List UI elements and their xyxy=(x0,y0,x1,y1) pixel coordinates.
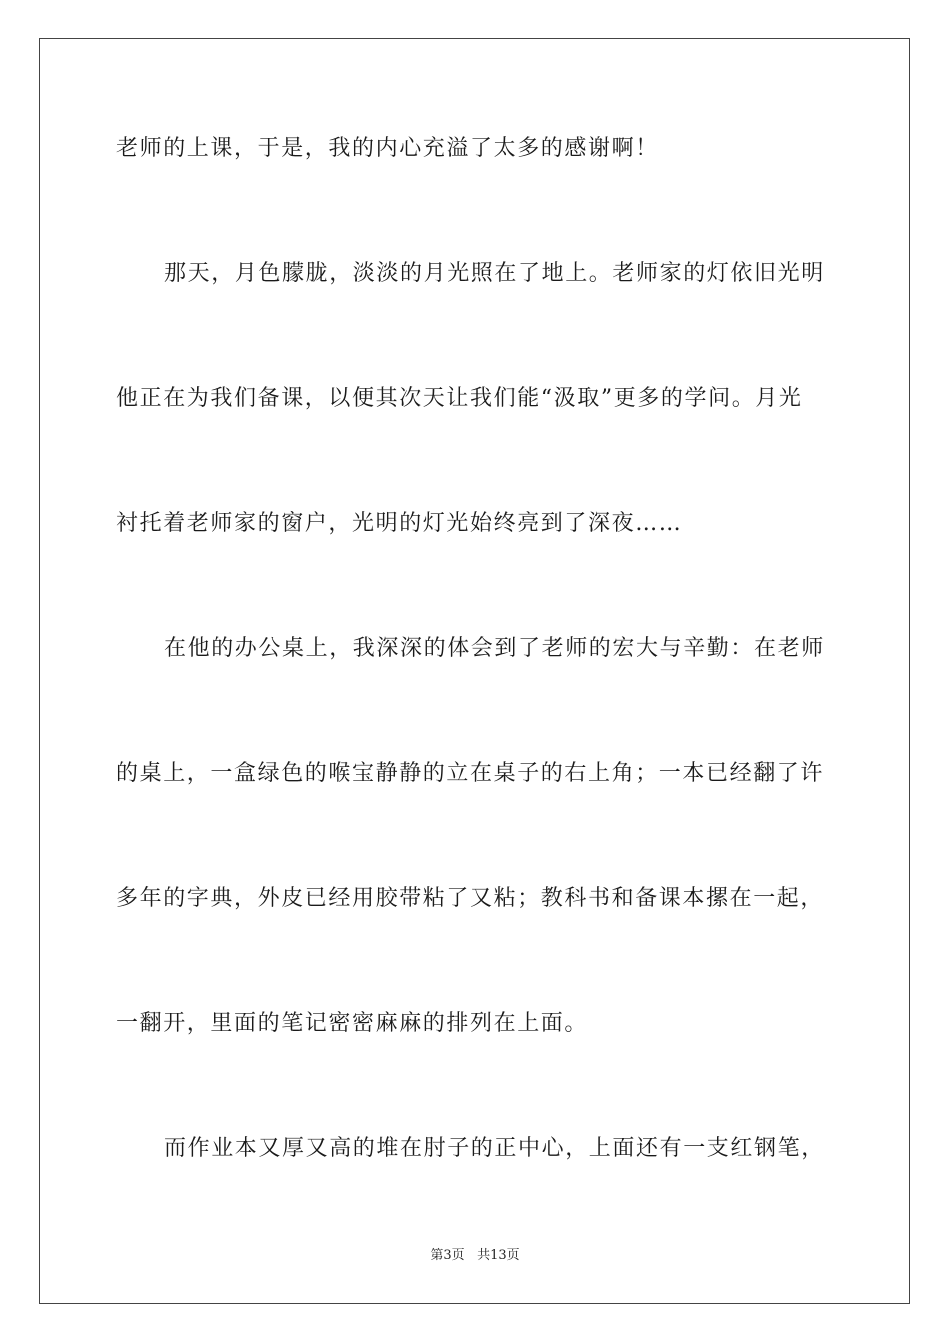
text-line-1: 老师的上课，于是，我的内心充溢了太多的感谢啊！ xyxy=(116,136,659,161)
current-page-label: 第3页 xyxy=(430,1248,465,1263)
paragraph-start-line-9: 而作业本又厚又高的堆在肘子的正中心，上面还有一支红钢笔， xyxy=(164,1136,825,1161)
text-line-8: 一翻开，里面的笔记密密麻麻的排列在上面。 xyxy=(116,1011,589,1036)
page-border xyxy=(39,38,910,1304)
page-number-footer xyxy=(0,1247,950,1265)
total-pages-label: 共13页 xyxy=(477,1248,520,1263)
paragraph-start-line-2: 那天，月色朦胧，淡淡的月光照在了地上。老师家的灯依旧光明 xyxy=(164,261,825,286)
paragraph-start-line-5: 在他的办公桌上，我深深的体会到了老师的宏大与辛勤：在老师 xyxy=(164,636,825,661)
text-line-4: 衬托着老师家的窗户，光明的灯光始终亮到了深夜…… xyxy=(116,511,683,536)
text-line-6: 的桌上，一盒绿色的喉宝静静的立在桌子的右上角；一本已经翻了许 xyxy=(116,761,825,786)
text-line-3: 他正在为我们备课，以便其次天让我们能“汲取”更多的学问。月光 xyxy=(116,386,803,411)
text-line-7: 多年的字典，外皮已经用胶带粘了又粘；教科书和备课本摞在一起， xyxy=(116,886,825,911)
